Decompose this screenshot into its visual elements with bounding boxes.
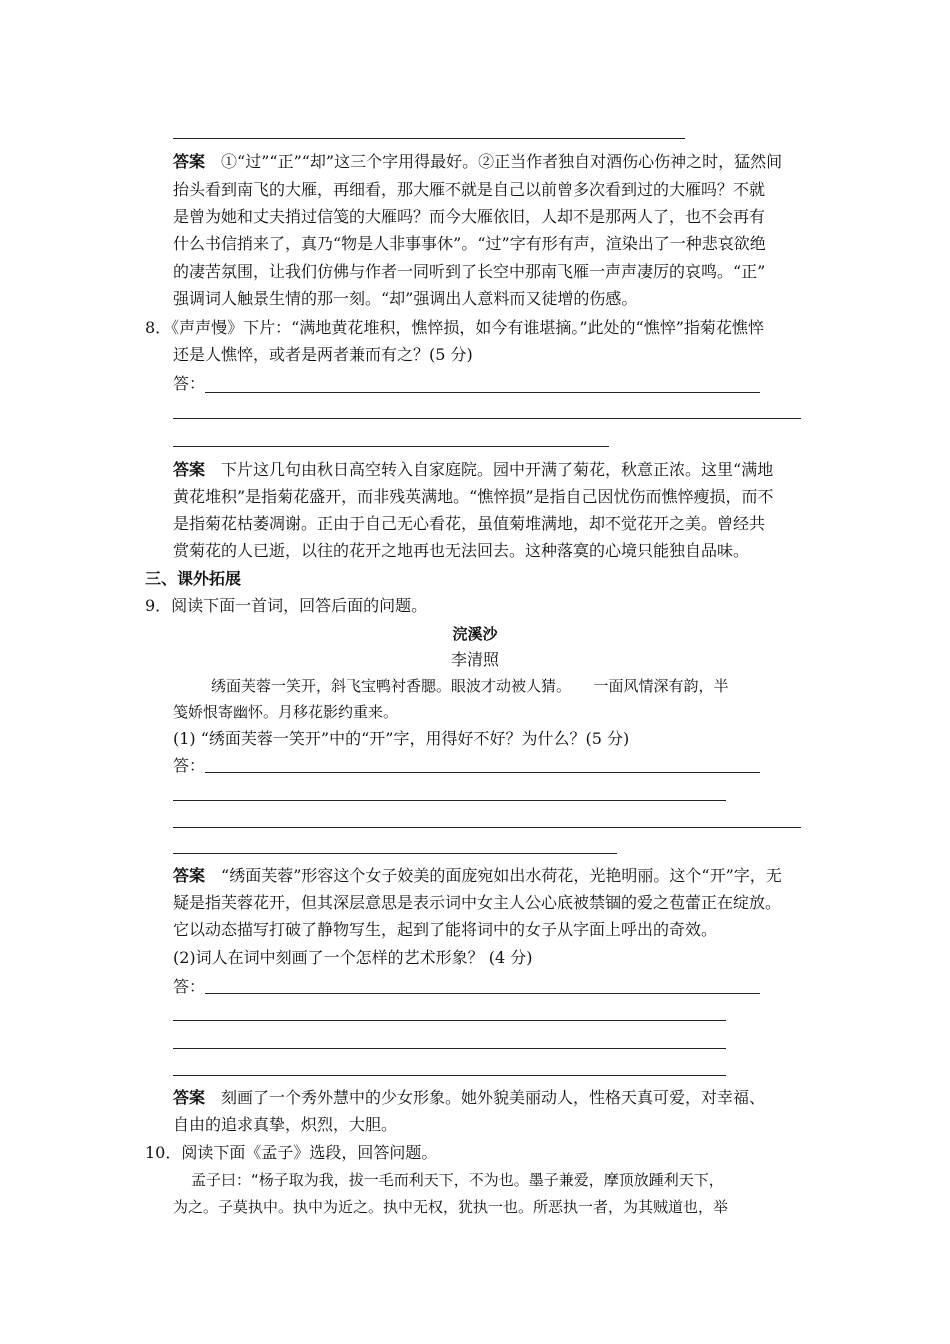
q7-answer-line-5: 的凄苦氛围，让我们仿佛与作者一同听到了长空中那南飞雁一声声凄厉的哀鸣。“正”: [173, 262, 766, 281]
q9-sub1-question: (1) “绣面芙蓉一笑开”中的“开”字，用得好不好？为什么？(5 分): [173, 729, 630, 748]
q9-sub1-blank-3[interactable]: [173, 827, 801, 828]
answer-label: 答案: [173, 152, 206, 171]
q9-sub2-answer-line-1: 答案 刻画了一个秀外慧中的少女形象。她外貌美丽动人，性格天真可爱，对幸福、: [173, 1088, 766, 1107]
q9-question: 9．阅读下面一首词，回答后面的问题。: [145, 596, 428, 615]
q10-passage-line-1: 孟子曰：“杨子取为我，拔一毛而利天下，不为也。墨子兼爱，摩顶放踵利天下，: [191, 1171, 724, 1189]
answer-label: 答案: [173, 866, 206, 885]
q7-answer-line-1: 答案 ①“过”“正”“却”这三个字用得最好。②正当作者独自对酒伤心伤神之时，猛然间: [173, 152, 783, 171]
q8-answer-prompt: 答：: [173, 374, 206, 393]
q8-answer-line-4: 赏菊花的人已逝，以往的花开之地再也无法回去。这种落寞的心境只能独自品味。: [173, 541, 750, 560]
answer-label: 答案: [173, 460, 206, 479]
q8-answer-line-1: 答案 下片这几句由秋日高空转入自家庭院。园中开满了菊花，秋意正浓。这里“满地: [173, 460, 774, 479]
q8-answer-blank-3[interactable]: [173, 446, 609, 447]
q9-sub1-blank-2[interactable]: [173, 800, 726, 801]
q9-sub1-answer-prompt: 答：: [173, 756, 206, 775]
poem-title: 浣溪沙: [452, 625, 498, 643]
q8-answer-blank-2[interactable]: [173, 418, 801, 419]
q9-sub2-answer-prompt: 答：: [173, 977, 206, 996]
q7-answer-line-6: 强调词人触景生情的那一刻。“却”强调出人意料而又徒增的伤感。: [173, 289, 638, 308]
q7-answer-line-2: 抬头看到南飞的大雁，再细看，那大雁不就是自己以前曾多次看到过的大雁吗？不就: [173, 180, 766, 199]
q7-answer-line-4: 什么书信捎来了，真乃“物是人非事事休”。“过”字有形有声，渲染出了一种悲哀欲绝: [173, 234, 766, 253]
section-heading: 三、课外拓展: [145, 569, 242, 588]
q10-passage-line-2: 为之。子莫执中。执中为近之。执中无权，犹执一也。所恶执一者，为其贼道也，举: [173, 1198, 729, 1216]
q8-answer-blank-1[interactable]: [205, 392, 760, 393]
q8-question-line-2: 还是人憔悴，或者是两者兼而有之？(5 分): [173, 345, 473, 364]
answer-label: 答案: [173, 1088, 206, 1107]
answer-blank-line: [173, 138, 685, 139]
q9-sub1-blank-4[interactable]: [173, 853, 617, 854]
q9-sub1-answer-line-1: 答案 “绣面芙蓉”形容这个女子姣美的面庞宛如出水荷花，光艳明丽。这个“开”字，无: [173, 866, 782, 885]
poem-line-2: 笺娇恨寄幽怀。月移花影约重来。: [173, 703, 399, 721]
q8-answer-line-3: 是指菊花枯萎凋谢。正由于自己无心看花，虽值菊堆满地，却不觉花开之美。曾经共: [173, 514, 766, 533]
q9-sub1-blank-1[interactable]: [205, 772, 760, 773]
q9-sub1-answer-line-3: 它以动态描写打破了静物写生，起到了能将词中的女子从字面上呼出的奇效。: [173, 920, 718, 939]
q8-question-line-1: 8．《声声慢》下片：“满地黄花堆积，憔悴损，如今有谁堪摘。”此处的“憔悴”指菊花憔悴: [145, 318, 764, 337]
q9-sub2-blank-1[interactable]: [205, 993, 760, 994]
q7-answer-line-3: 是曾为她和丈夫捎过信笺的大雁吗？而今大雁依旧，人却不是那两人了，也不会再有: [173, 207, 766, 226]
q9-sub2-blank-3[interactable]: [173, 1048, 726, 1049]
q9-sub1-answer-line-2: 疑是指芙蓉花开，但其深层意思是表示词中女主人公心底被禁锢的爱之苞蕾正在绽放。: [173, 893, 782, 912]
poem-line-1: 绣面芙蓉一笑开，斜飞宝鸭衬香腮。眼波才动被人猜。 一面风情深有韵，半: [211, 677, 729, 695]
q10-question: 10．阅读下面《孟子》选段，回答问题。: [145, 1143, 438, 1162]
q8-answer-line-2: 黄花堆积”是指菊花盛开，而非残英满地。“憔悴损”是指自己因忧伤而憔悴瘦损，而不: [173, 487, 774, 506]
poem-author: 李清照: [450, 650, 499, 669]
q9-sub2-blank-4[interactable]: [173, 1075, 726, 1076]
q9-sub2-answer-line-2: 自由的追求真挚，炽烈，大胆。: [173, 1115, 398, 1134]
q9-sub2-blank-2[interactable]: [173, 1020, 726, 1021]
q9-sub2-question: (2)词人在词中刻画了一个怎样的艺术形象？ (4 分): [173, 948, 533, 967]
